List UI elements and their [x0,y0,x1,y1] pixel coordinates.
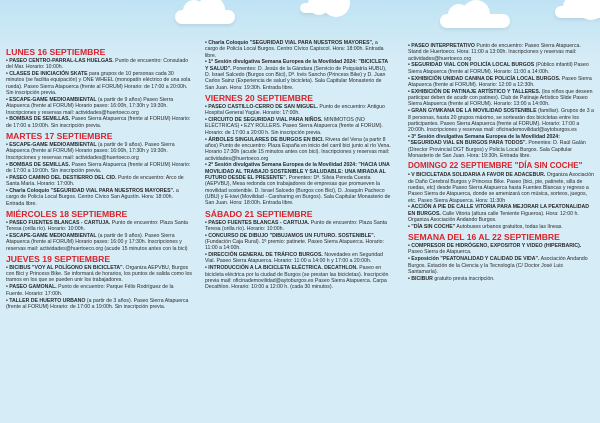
event-item [408,62,594,75]
event-item [6,116,192,129]
event-title: • ESCAPE-GAME MEDIOAMBIENTAL [6,96,97,103]
day-heading: MARTES 17 SEPTIEMBRE [6,131,113,142]
event-details: a cargo de Policía Local Burgos. Centro Cívico Capiscol. Hora: 18:00h. Entrada libre. [205,40,384,59]
event-title: • PASEO GAMONAL. [6,284,57,291]
event-item [205,59,391,90]
event-details: para grupos de 10 personas cada 30 minutos (se facilita equipación) y ONE WHEEL (monopatín eléctrico de una sola rueda). Paseo Sierra Atapuerca (frente al FORUM) Horario: de 17:00 a 20:00h. Sin inscripción previa. [6,71,191,97]
event-details: (familiar). Grupos de 3 a 8 personas, hasta 20 grupos máximo, se sortearán dos bicicletas entre los participantes. Paseo Sierra Atapuerca (frente al FORUM). Horario: 17:00 a 20:00h. Inscripciones y reservas mail: oficinademovilidad@aytoburgos.es [408,108,594,134]
event-details: gratuito previa inscripción. [434,275,495,282]
event-item [205,40,391,59]
event-title: • CIRCUITO DE SEGURIDAD VIAL PARA NIÑOS. [205,117,323,124]
event-title: • PASEO CENTRO-PARRAL-LAS HUELGAS. [6,58,114,64]
program-column-1 [6,45,192,311]
event-title: • PASEO INTERPRETATIVO [408,43,475,49]
day-heading: VIERNES 20 SEPTIEMBRE [205,92,313,103]
event-details: Paseo Sierra de Atapuerca. [408,249,472,256]
event-item [408,76,594,89]
day-heading: MIÉRCOLES 18 SEPTIEMBRE [6,208,128,219]
event-details: (a partir de 9 años) Paseo Sierra Atapuerca (frente al FORUM) Horario pases: 16:00h, 17:30h y 19:30h. Inscripciones y reservas mail: actividades@huertoeco.org [6,96,174,116]
event-details: Paseo Sierra Atapuerca (frente al FORUM) Horario: de 17:00 a 19:00h. Sin inscripción previa. [6,161,191,174]
event-title: • V BICICLETADA SOLIDARIA A FAVOR DE ADACEBUR. [408,172,546,179]
event-details: Rivera del Vena (a partir 8 años) Punto de encuentro: Plaza España en inicio del carril bici junto al río Vena. Horario 17:30h (acude 15 minutos antes con bici). Inscripciones y reservas mail: actividades@huertoeco.org [205,136,391,162]
event-title: • BICIBUS "VOY AL POLÍGONO EN BICICLETA". [6,264,125,271]
event-item [6,265,192,284]
event-title: • 2ª Sesión divulgativa Semana Europea de la Movilidad 2024: "HACIA UNA MOVILIDAD AL TRABAJO SOSTENIBLE Y SALUDABLE: UNA MIRADA AL FUTURO DESDE EL PRESENTE". [205,162,390,182]
event-details: Calle Vitoria (altura calle Teniente Figueroa). Hora: 12:00 h. Organiza Asociación Andando Burgos. [408,210,579,223]
event-title: • BOMBAS DE SEMILLAS. [6,161,71,168]
event-item [408,172,594,203]
event-details: Novedades en Seguridad Vial. Paseo Sierra Atapuerca. Horario: 11:00 a 14:00 h y 17:00 a 20:00h. [205,252,383,265]
event-item [205,162,391,206]
event-title: • SEGURIDAD VIAL CON POLICÍA LOCAL BURGOS [408,62,535,69]
event-item [408,134,594,159]
event-details: Punto de encuentro: Parque Félix Rodríguez de la Fuente. Horario: 17:00h. [6,284,174,297]
day-heading: LUNES 16 SEPTIEMBRE [6,47,106,57]
event-details: Ponentes: Dª. Silvia Pereda Cuesta (AEPVBU), Mesa redonda con trabajadores de empresas que promueven la movilidad sostenible. D. Israel Salcedo (Burgos con Bici), D. Joaquín Pacheco (UBU) y E-kiwi (Movilidad - Carsharing en Burgos). Sala Capitular Monasterio de San Juan. Hora: 18:00h. Entrada libre. [205,175,391,207]
day-heading: DOMINGO 22 SEPTIEMBRE "DÍA SIN COCHE" [408,161,583,171]
event-item [408,243,594,256]
event-title: • COMPRESOR DE HIDRÓGENO, EXPOSITOR Y VIDEO (HIPERBARIC). [408,243,582,250]
event-title: • TALLER DE HUERTO URBANO [6,297,86,304]
event-title: • PASEO CASTILLO-CERRO DE SAN MIGUEL. [205,103,318,110]
event-title: • Charla Coloquio "SEGURIDAD VIAL PARA NUESTROS MAYORES", [205,40,374,46]
event-item [205,220,391,233]
event-title: • ESCAPE-GAME MEDIOAMBIENTAL [6,142,97,149]
event-item [205,137,391,162]
event-item [6,142,192,161]
event-details: (a partir de 3 años). Paseo Sierra Atapuerca (frente al FORUM) Horario: de 17:00 a 19:00h. Sin inscripción previa. [6,297,189,310]
event-details: Paseo Sierra Atapuerca (frente al FORUM). Horario: 12:00 a 12:30h. [408,75,592,88]
event-title: • 1ª Sesión divulgativa Semana Europea de la Movilidad 2024: "BICICLETA Y SALUD". [205,59,388,72]
event-title: • PASEO FUENTES BLANCAS - CARTUJA. [6,219,111,226]
event-details: (a partir de 9 años). Paseo Sierra Atapuerca (frente al FORUM) Horario pases: 16:00 y 17:30h. Inscripciones y reservas mail: actividades@huertoeco.org (acude 15 minutos antes con la bici) [6,232,188,252]
event-item [205,104,391,117]
day-heading: JUEVES 19 SEPTIEMBRE [6,253,111,264]
event-title: • INTRODUCCIÓN A LA BICICLETA ELÉCTRICA. DECATHLON. [205,265,358,272]
event-details: (a partir de 9 años). Paseo Sierra Atapuerca (frente al FORUM) Horario pases: 16:00h, 17:30h y 19:30h. Inscripciones y reservas mail: actividades@huertoeco.org [6,142,175,161]
event-item [408,224,594,230]
event-title: • ÁRBOLES SINGULARES DE BURGOS EN BICI. [205,136,324,143]
event-details: Ponentes: D. Jesús de la Gándara (Servicio de Psiquiatría HUBU), D. Israel Salcedo (Burgos con Bici), Dª. Inés Sancho (Princess Bike) y D. Juan Carlos Sainz (Experiencia de salud y bicicleta). Sala Capitular Monasterio de San Juan. Hora: 19:30h. Entrada libre. [205,65,387,91]
event-title: • DIRECCIÓN GENERAL DE TRÁFICO BURGOS. [205,252,323,259]
event-details: Punto de encuentro: Plaza Santa Teresa (orilla río). Horario: 10:00h. [6,219,188,233]
event-title: • PASEO CAMINO DEL DESTIERRO DEL CID. [6,174,117,181]
event-details: Punto de encuentro: Paseo Sierra Atapuerca. Stand de Huertoeco. Hora: 11:00 a 13:00h. Inscripciones y reservas mail: actividades@huertoeco.org [408,43,581,62]
event-details: Autobuses urbanos gratuitos, todas las líneas. [456,223,563,230]
event-item [408,108,594,133]
event-item [408,276,594,282]
event-item [408,204,594,223]
event-item [6,97,192,116]
event-item [6,71,192,96]
event-title: • BICIBUR [408,275,433,282]
event-title: • EXHIBICIÓN UNIDAD CANINA DE POLICÍA LOCAL BURGOS. [408,75,561,82]
event-item [6,58,192,71]
event-title: • ESCAPE-GAME MEDIOAMBIENTAL [6,232,97,239]
event-item [408,256,594,275]
event-title: • EXHIBICIÓN DE PATINAJE ARTÍSTICO Y TALLERES. [408,88,541,95]
day-heading: SEMANA DEL 16 AL 22 SEPTIEMBRE [408,232,560,243]
event-details: Ponentes: D. Raúl Galán (Director Provincial DGT Burgos) y Policía Local Burgos. Sala Capitular Monasterio de San Juan. Hora: 19:30h. Entrada libre. [408,140,586,160]
event-item [205,265,391,290]
event-item [6,188,192,207]
event-title: • ACCIÓN A PIE DE CALLE VITORIA PARA MEJORAR LA PEATONALIDAD EN BURGOS. [408,204,589,217]
event-details: (Público infantil) Paseo Sierra Atapuerca (frente al FORUM). Horario: 11:00 a 14:00h. [408,62,589,75]
cloud-illustration [300,3,340,13]
event-title: • 3ª Sesión divulgativa Semana Europea de la Movilidad 2024: "SEGURIDAD VIAL EN BURGOS PARA TODOS". [408,134,560,147]
event-details: Paseo en bicicleta eléctrica por la ciudad de Burgos (se prestan las bicicletas). Inscripción previa mail: oficinademovilidad@aytoburgos.es Paseo Sierra Atapuerca. Carpa Decathlon. Horario: 10:00 a 12:00 h. (cada 30 minutos). [205,265,389,291]
event-details: Punto de encuentro: Plaza Santa Teresa (orilla río). Horario: 10:00h. [205,219,387,232]
event-item [205,252,391,265]
event-title: • Charla Coloquio "SEGURIDAD VIAL PARA NUESTROS MAYORES". [6,187,175,194]
event-title: • PASEO FUENTES BLANCAS - CARTUJA. [205,219,310,226]
cloud-illustration [175,10,235,24]
event-item [205,117,391,136]
event-item [408,43,594,62]
event-details: Punto de encuentro: Antiguo Hospital General Yagüe. Horario: 17:00h. [205,103,385,117]
event-details: Punto de encuentro: Arco de Santa María. Horario: 17:00h. [6,174,184,188]
event-item [6,233,192,252]
event-title: • "DÍA SIN COCHE" [408,223,456,230]
event-item [6,175,192,188]
cloud-illustration [555,6,600,18]
event-item [205,233,391,252]
program-column-2 [205,40,391,291]
event-item [6,284,192,297]
event-details: MINIMOTOS (NO ELÉCTRICAS) • EZY ROLLERS. Paseo Sierra Atapuerca (frente al FORUM). Horario: de 17:00 a 20:00 h. Sin inscripción previa. [205,117,383,136]
event-details: (los niños que deseen participar deben de acudir con patines). Club de Patinaje Artístico Slide Paseo Sierra Atapuerca (frente al FORUM). Horario: 13:00 a 14:00h. [408,88,593,108]
event-title: • BOMBAS DE SEMILLAS. [6,116,71,123]
event-item [408,89,594,108]
event-details: Paseo Sierra Atapuerca (frente al FORUM) Horario: de 17:00 a 19:00h. Sin inscripción previa. [6,116,191,129]
event-details: Punto de encuentro: Consulado del Mar. Horario: 10:00h. [6,58,189,71]
event-details: a cargo de Policía Local Burgos. Centro Cívico San Agustín. Hora: 18:00h. Entrada libre. [6,187,179,207]
event-title: • CLASES DE INICIACIÓN SKATE [6,71,88,78]
event-title: • Exposición "PEATONALIDAD Y CALIDAD DE VIDA". [408,256,540,263]
cloud-illustration [440,14,510,28]
event-details: (Fundación Caja Rural). 1º premio: patinete. Paseo Sierra Atapuerca. Horario: 11:00 a 14:00h. [205,238,384,252]
event-item [6,220,192,233]
event-item [6,298,192,311]
event-title: • CONCURSO DE DIBUJO "DIBUJAMOS UN FUTURO. SOSTENIBLE". [205,232,376,239]
event-details: Asociación Andando Burgos. Estación de la Ciencia y la Tecnología (C/ Doctor José Luis Santamaría). [408,256,588,275]
event-details: Organiza AEPVBU, Burgos con Bici y Princess Bike. Se informará de horarios, los puntos de salida como los tramos en los que se pueden unir los trabajadores. [6,264,192,284]
event-item [6,162,192,175]
event-details: Organiza Asociación de Daño Cerebral Burgos y Princess Bike. Paseo (bici, pie, patinete, silla de ruedas, etc) desde Paseo Sierra Atapuerca hasta Fuentes Blancas y regreso a Paseo Sierra de Atapuerca, donde se amenizará con música, sorteos, juegos, etc. Paseo Sierra Atapuerca. Hora: 11:30h [408,172,595,204]
event-title: • GRAN GYMKANA DE LA MOVILIDAD SOSTENIBLE [408,108,537,115]
program-column-3 [408,43,594,283]
day-heading: SÁBADO 21 SEPTIEMBRE [205,208,313,219]
